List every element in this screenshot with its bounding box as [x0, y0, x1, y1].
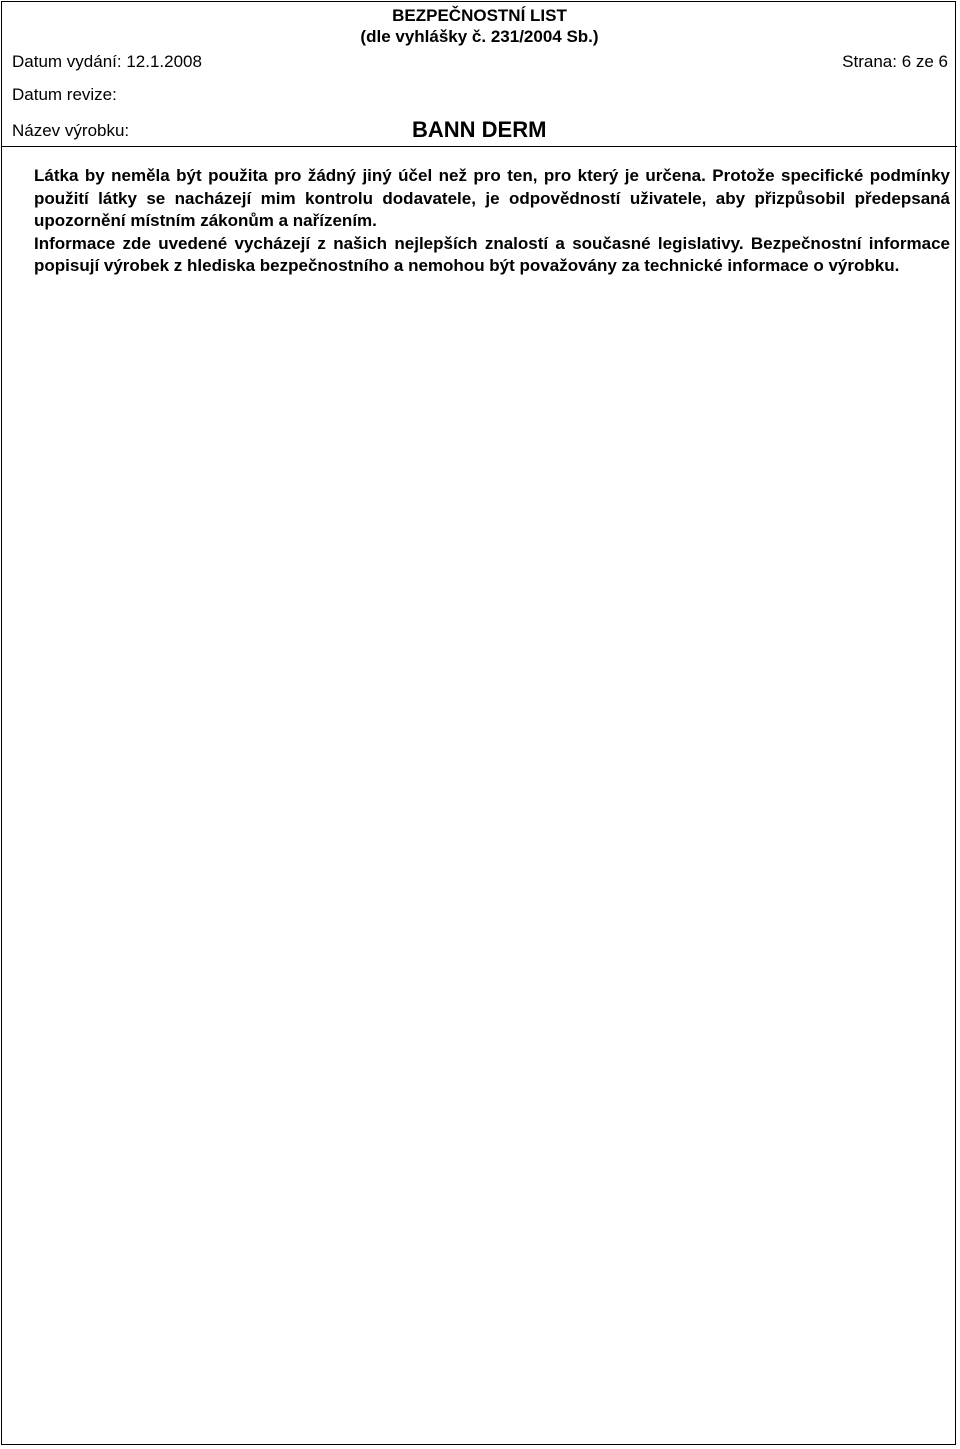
body-paragraph-disclaimer: Látka by neměla být použita pro žádný jiný účel než pro ten, pro který je určena. Protože specifické podmínky použití látky se nacházejí mim kontrolu dodavatele, je odpovědností uživatele, aby přizpůsobil předepsaná upozornění místním zákonům a nařízením.	[34, 166, 950, 230]
product-name: BANN DERM	[412, 117, 547, 142]
issue-date: Datum vydání: 12.1.2008	[12, 52, 202, 71]
revision-date: Datum revize:	[12, 85, 117, 104]
document-header	[2, 2, 957, 147]
document-body	[34, 165, 950, 278]
page-number: Strana: 6 ze 6	[842, 52, 948, 71]
document-title: BEZPEČNOSTNÍ LIST	[392, 6, 567, 25]
page-frame	[1, 1, 956, 1445]
document-subtitle: (dle vyhlášky č. 231/2004 Sb.)	[360, 27, 599, 46]
product-label: Název výrobku:	[12, 121, 130, 140]
body-paragraph-information: Informace zde uvedené vycházejí z našich nejlepších znalostí a současné legislativy. Bezpečnostní informace popisují výrobek z hlediska bezpečnostního a nemohou být považovány za technické informace o výrobku.	[34, 233, 950, 275]
